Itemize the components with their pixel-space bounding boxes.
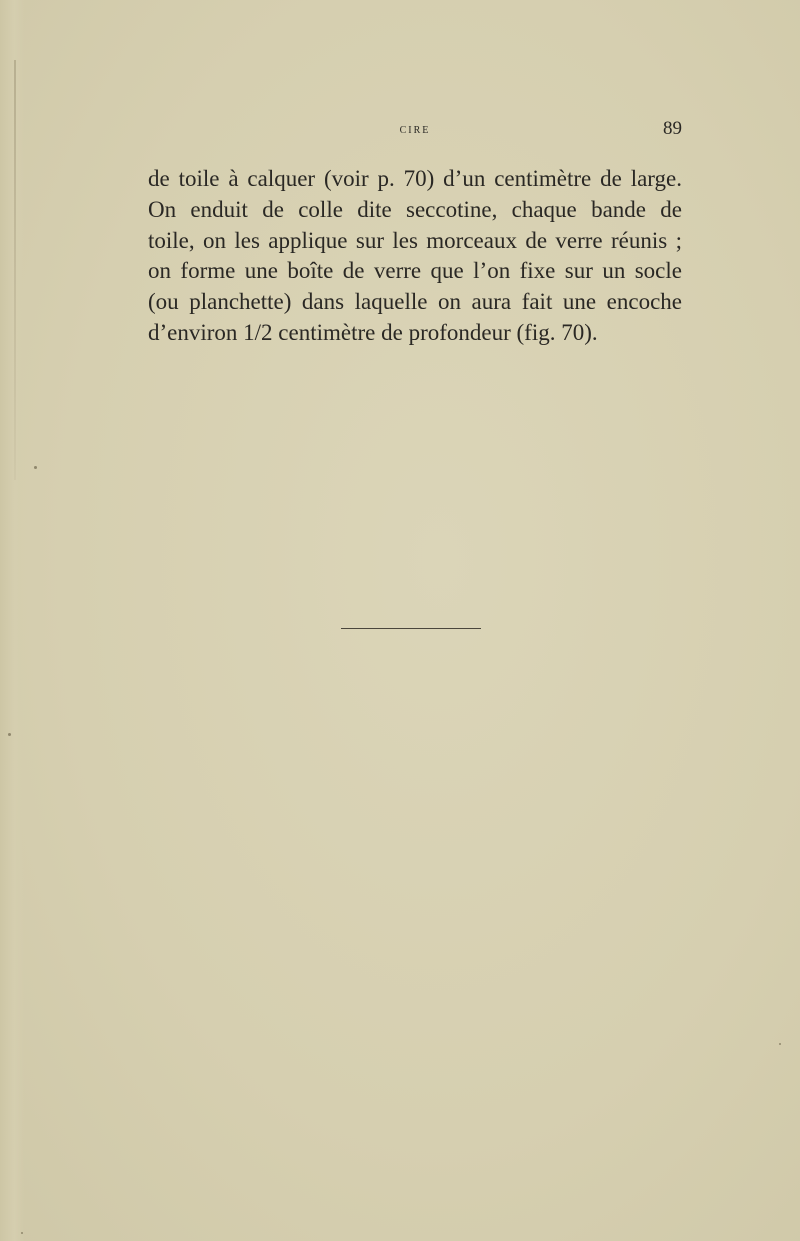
page-number: 89	[663, 118, 682, 139]
page-binding-line	[14, 60, 16, 480]
paper-speck	[779, 1043, 781, 1045]
text-line: toile, on les applique sur les morceaux de verre réunis ;	[148, 227, 682, 253]
running-title: cire	[399, 122, 431, 137]
text-line: (ou planchette) dans laquelle on aura fait une encoche	[148, 289, 682, 315]
paper-speck	[34, 466, 37, 469]
section-end-rule	[341, 628, 481, 629]
paper-speck	[8, 733, 11, 736]
page-left-edge-shadow	[0, 0, 24, 1241]
text-line: on forme une boîte de verre que l’on fixe sur un socle	[148, 258, 682, 284]
text-line: d’environ 1/2 centimètre de profondeur (fig. 70).	[148, 319, 598, 345]
running-head	[148, 118, 682, 142]
paper-speck	[21, 1232, 23, 1234]
text-line: On enduit de colle dite seccotine, chaque bande de	[148, 196, 682, 222]
text-line: de toile à calquer (voir p. 70) d’un centimètre de large.	[148, 166, 682, 191]
body-paragraph	[148, 164, 682, 349]
